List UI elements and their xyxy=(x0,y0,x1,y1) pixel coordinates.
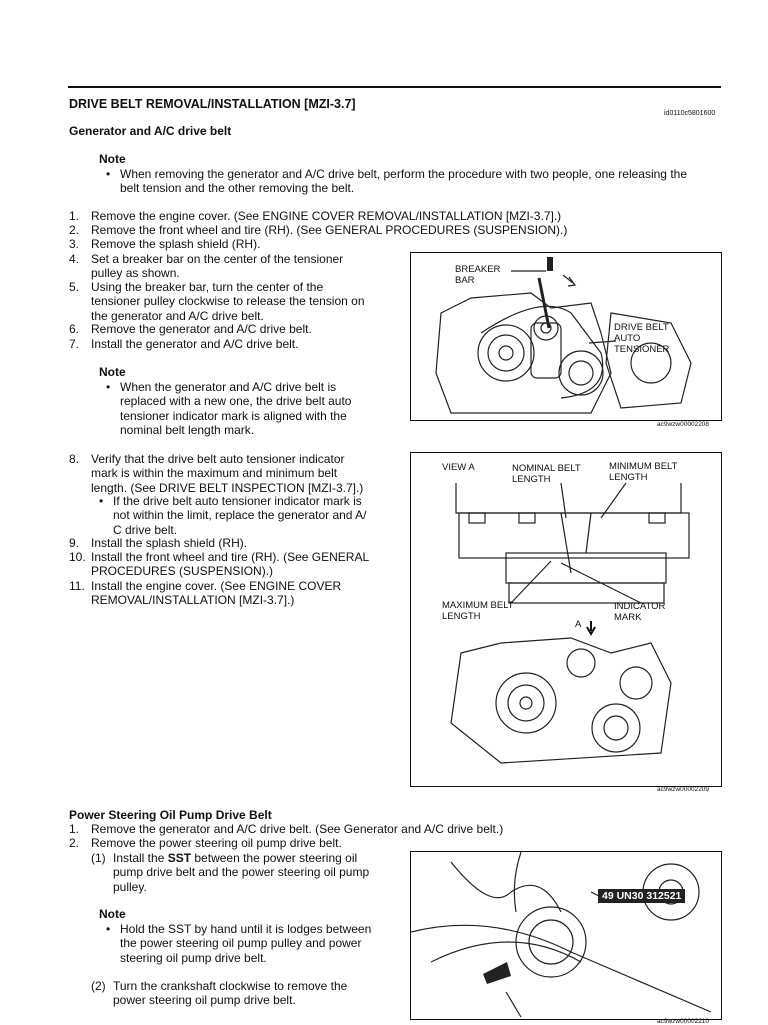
bullet-dot: • xyxy=(106,380,111,394)
step-line: the generator and A/C drive belt. xyxy=(91,308,264,323)
step-line: pulley as shown. xyxy=(91,266,180,281)
ps-substep-2 xyxy=(91,979,401,1009)
substep-line: pump drive belt and the power steering oil pump xyxy=(113,865,370,880)
substep-number: (1) xyxy=(91,851,106,865)
ps-step-2 xyxy=(69,836,709,852)
page-title: DRIVE BELT REMOVAL/INSTALLATION [MZI-3.7] xyxy=(69,97,356,111)
note-label: Note xyxy=(99,365,126,379)
step-line: Using the breaker bar, turn the center of the xyxy=(91,280,324,294)
label-maximum-belt-length: MAXIMUM BELT LENGTH xyxy=(442,600,514,622)
substep-number: (2) xyxy=(91,979,106,993)
step-8 xyxy=(69,452,389,496)
step-4 xyxy=(69,252,389,283)
step-line: PROCEDURES (SUSPENSION).) xyxy=(91,564,274,579)
figure-breaker-bar xyxy=(410,252,722,421)
step-number: 2. xyxy=(69,836,80,850)
note-bullet xyxy=(106,922,406,966)
note-line: When the generator and A/C drive belt is xyxy=(120,380,337,394)
step-number: 1. xyxy=(69,209,80,223)
step-3 xyxy=(69,237,719,253)
figure-id: ac9wzw00002208 xyxy=(657,421,710,428)
step-number: 8. xyxy=(69,452,80,466)
step-line: REMOVAL/INSTALLATION [MZI-3.7].) xyxy=(91,593,295,608)
step-line: Verify that the drive belt auto tensioner indicator xyxy=(91,452,345,466)
label-a: A xyxy=(575,619,582,630)
step-line: tensioner pulley clockwise to release the tension on xyxy=(91,294,365,309)
step-line: Install the generator and A/C drive belt. xyxy=(91,337,299,351)
label-breaker-bar: BREAKER BAR xyxy=(455,264,501,286)
bullet-dot: • xyxy=(106,922,111,936)
step-line: Install the engine cover. (See ENGINE COVER xyxy=(91,579,342,593)
step-number: 3. xyxy=(69,237,80,251)
step-line: Install the splash shield (RH). xyxy=(91,536,248,550)
step-line: Remove the splash shield (RH). xyxy=(91,237,261,251)
step-7 xyxy=(69,337,389,353)
note-line: steering oil pump drive belt. xyxy=(120,950,267,965)
label-nominal-belt-length: NOMINAL BELT LENGTH xyxy=(512,463,581,485)
step-line: length. (See DRIVE BELT INSPECTION [MZI-3.7].) xyxy=(91,480,364,495)
note-line: tensioner indicator mark is aligned with the xyxy=(120,408,347,423)
note-line: Hold the SST by hand until it is lodges between xyxy=(120,922,372,936)
section-title-ps-pump-belt: Power Steering Oil Pump Drive Belt xyxy=(69,808,272,822)
bullet-dot: • xyxy=(106,167,111,181)
doc-id: id0110c5801600 xyxy=(664,110,716,117)
step-10 xyxy=(69,550,399,580)
figure-sst-install xyxy=(410,851,722,1020)
note-line: When removing the generator and A/C drive belt, perform the procedure with two people, one releasing the xyxy=(120,167,687,181)
substep-line: Install the SST between the power steering oil xyxy=(113,851,358,865)
step-number: 1. xyxy=(69,822,80,836)
label-drive-belt-tensioner: DRIVE BELT AUTO TENSIONER xyxy=(614,322,670,355)
step-number: 7. xyxy=(69,337,80,351)
step-line: Set a breaker bar on the center of the tensioner xyxy=(91,252,344,266)
sst-install-illustration xyxy=(411,852,721,1019)
label-minimum-belt-length: MINIMUM BELT LENGTH xyxy=(609,461,678,483)
step-line: Remove the engine cover. (See ENGINE COVER REMOVAL/INSTALLATION [MZI-3.7].) xyxy=(91,209,562,223)
note-line: the power steering oil pump pulley and power xyxy=(120,936,362,951)
step-11 xyxy=(69,579,399,609)
step-number: 2. xyxy=(69,223,80,237)
section-title-generator-belt: Generator and A/C drive belt xyxy=(69,124,232,138)
figure-id: ac9wzw00002210 xyxy=(657,1018,710,1025)
step-6 xyxy=(69,322,389,338)
step-8-bullet xyxy=(99,494,399,538)
note-line: nominal belt length mark. xyxy=(120,422,255,437)
label-indicator-mark: INDICATOR MARK xyxy=(614,601,666,623)
step-number: 6. xyxy=(69,322,80,336)
step-line: Remove the power steering oil pump drive belt. xyxy=(91,836,342,850)
note-bullet xyxy=(106,167,726,197)
bullet-line: not within the limit, replace the generator and A/ xyxy=(113,508,367,523)
substep-line: power steering oil pump drive belt. xyxy=(113,993,296,1008)
rotation-arrow xyxy=(483,962,511,984)
step-number: 10. xyxy=(69,550,86,564)
step-number: 11. xyxy=(69,579,85,593)
label-view-a: VIEW A xyxy=(442,462,475,473)
header-rule xyxy=(68,86,721,88)
breaker-bar-handle xyxy=(547,257,553,271)
view-a-arrow xyxy=(587,621,595,634)
step-line: Install the front wheel and tire (RH). (See GENERAL xyxy=(91,550,370,564)
substep-line: Turn the crankshaft clockwise to remove the xyxy=(113,979,348,993)
bullet-dot: • xyxy=(99,494,104,508)
note-label: Note xyxy=(99,152,126,166)
step-line: Remove the generator and A/C drive belt. (See Generator and A/C drive belt.) xyxy=(91,822,504,836)
note-bullet xyxy=(106,380,406,440)
sst-part-number: 49 UN30 312521 xyxy=(598,889,685,903)
step-number: 4. xyxy=(69,252,80,266)
figure-id: ac9wzw00002209 xyxy=(657,786,710,793)
note-label: Note xyxy=(99,907,126,921)
figure-view-a xyxy=(410,452,722,787)
step-line: mark is within the maximum and minimum belt xyxy=(91,466,338,481)
step-number: 5. xyxy=(69,280,80,294)
step-5 xyxy=(69,280,389,325)
note-line: replaced with a new one, the drive belt auto xyxy=(120,394,352,409)
bullet-line: C drive belt. xyxy=(113,522,178,537)
ps-substep-1 xyxy=(91,851,401,895)
step-line: Remove the front wheel and tire (RH). (See GENERAL PROCEDURES (SUSPENSION).) xyxy=(91,223,568,237)
substep-line: pulley. xyxy=(113,879,147,894)
step-number: 9. xyxy=(69,536,80,550)
note-line: belt tension and the other removing the belt. xyxy=(120,181,355,196)
step-line: Remove the generator and A/C drive belt. xyxy=(91,322,312,336)
bullet-line: If the drive belt auto tensioner indicator mark is xyxy=(113,494,362,508)
